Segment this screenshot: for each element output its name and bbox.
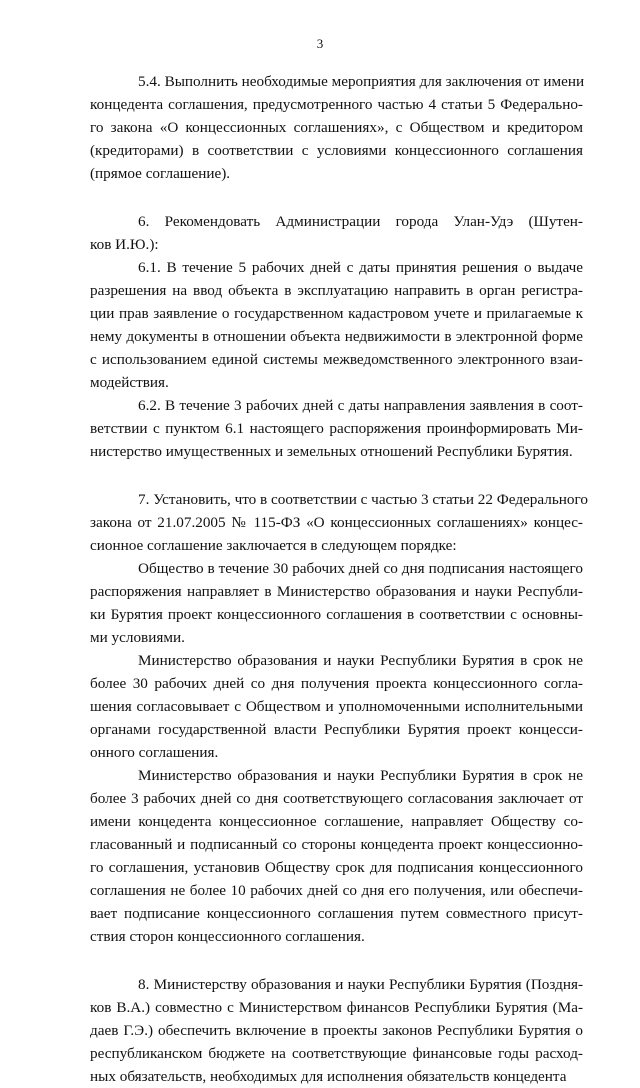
text-line: модействия. xyxy=(90,374,169,391)
paragraph-p5-4 xyxy=(90,70,583,185)
text-line: распоряжения направляет в Министерство образования и науки Республи- xyxy=(90,583,583,600)
text-line: сионное соглашение заключается в следующем порядке: xyxy=(90,537,457,554)
paragraph-p7 xyxy=(90,488,588,557)
paragraph-p7-b xyxy=(90,649,583,764)
text-line: (кредиторами) в соответствии с условиями концессионного соглашения xyxy=(90,142,583,159)
paragraph-p7-c xyxy=(90,764,583,948)
text-line: 6.1. В течение 5 рабочих дней с даты принятия решения о выдаче xyxy=(138,259,583,276)
text-line: ми условиями. xyxy=(90,629,185,646)
paragraph-p6-2 xyxy=(90,394,583,463)
text-line: нистерство имущественных и земельных отношений Республики Бурятия. xyxy=(90,443,573,460)
text-line: ветствии с пунктом 6.1 настоящего распоряжения проинформировать Ми- xyxy=(90,420,583,437)
text-line: го соглашения, установив Обществу срок для подписания концессионного xyxy=(90,859,583,876)
text-line: ков В.А.) совместно с Министерством финансов Республики Бурятия (Ма- xyxy=(90,999,583,1016)
paragraph-p6 xyxy=(90,210,583,256)
text-line: 6.2. В течение 3 рабочих дней с даты направления заявления в соот- xyxy=(138,397,583,414)
text-line: нему документы в отношении объекта недвижимости в электронной форме xyxy=(90,328,583,345)
text-line: Министерство образования и науки Республики Бурятия в срок не xyxy=(138,652,583,669)
text-line: органами государственной власти Республики Бурятия проект концесси- xyxy=(90,721,583,738)
paragraph-gap xyxy=(90,463,583,488)
text-line: более 30 рабочих дней со дня получения проекта концессионного согла- xyxy=(90,675,583,692)
paragraph-gap xyxy=(90,948,583,973)
paragraph-p6-1 xyxy=(90,256,583,394)
text-line: разрешения на ввод объекта в эксплуатацию направить в орган регистра- xyxy=(90,282,583,299)
paragraph-gap xyxy=(90,185,583,210)
text-line: 7. Установить, что в соответствии с частью 3 статьи 22 Федерального xyxy=(138,491,588,508)
text-line: (прямое соглашение). xyxy=(90,165,231,182)
text-line: республиканском бюджете на соответствующие финансовые годы расход- xyxy=(90,1045,583,1062)
text-line: ков И.Ю.): xyxy=(90,236,159,253)
text-line: ки Бурятия проект концессионного соглашения в соответствии с основны- xyxy=(90,606,583,623)
text-line: ствия сторон концессионного соглашения. xyxy=(90,928,365,945)
page-number: 3 xyxy=(316,36,324,51)
document-body xyxy=(90,70,588,1088)
text-line: 6. Рекомендовать Администрации города Улан-Удэ (Шутен- xyxy=(138,213,583,230)
text-line: закона от 21.07.2005 № 115-ФЗ «О концессионных соглашениях» концес- xyxy=(90,514,583,531)
text-line: с использованием единой системы межведомственного электронного взаи- xyxy=(90,351,583,368)
text-line: более 3 рабочих дней со дня соответствующего согласования заключает от xyxy=(90,790,583,807)
paragraph-p7-a xyxy=(90,557,583,649)
text-line: 8. Министерству образования и науки Республики Бурятия (Поздня- xyxy=(138,976,583,993)
paragraph-p8 xyxy=(90,973,583,1088)
text-line: ных обязательств, необходимых для исполнения обязательств концедента xyxy=(90,1068,567,1085)
text-line: Министерство образования и науки Республики Бурятия в срок не xyxy=(138,767,583,784)
text-line: 5.4. Выполнить необходимые мероприятия для заключения от имени xyxy=(138,73,585,90)
text-line: даев Г.Э.) обеспечить включение в проекты законов Республики Бурятия о xyxy=(90,1022,583,1039)
text-line: онного соглашения. xyxy=(90,744,219,761)
text-line: гласованный и подписанный со стороны концедента проект концессионно- xyxy=(90,836,583,853)
text-line: вает подписание концессионного соглашения путем совместного присут- xyxy=(90,905,583,922)
text-line: концедента соглашения, предусмотренного частью 4 статьи 5 Федерально- xyxy=(90,96,583,113)
text-line: Общество в течение 30 рабочих дней со дня подписания настоящего xyxy=(138,560,583,577)
text-line: имени концедента концессионное соглашение, направляет Обществу со- xyxy=(90,813,583,830)
text-line: го закона «О концессионных соглашениях», с Обществом и кредитором xyxy=(90,119,583,136)
text-line: ции прав заявление о государственном кадастровом учете и прилагаемые к xyxy=(90,305,583,322)
text-line: соглашения не более 10 рабочих дней со дня его получения, или обеспечи- xyxy=(90,882,583,899)
text-line: шения согласовывает с Обществом и уполномоченными исполнительными xyxy=(90,698,583,715)
